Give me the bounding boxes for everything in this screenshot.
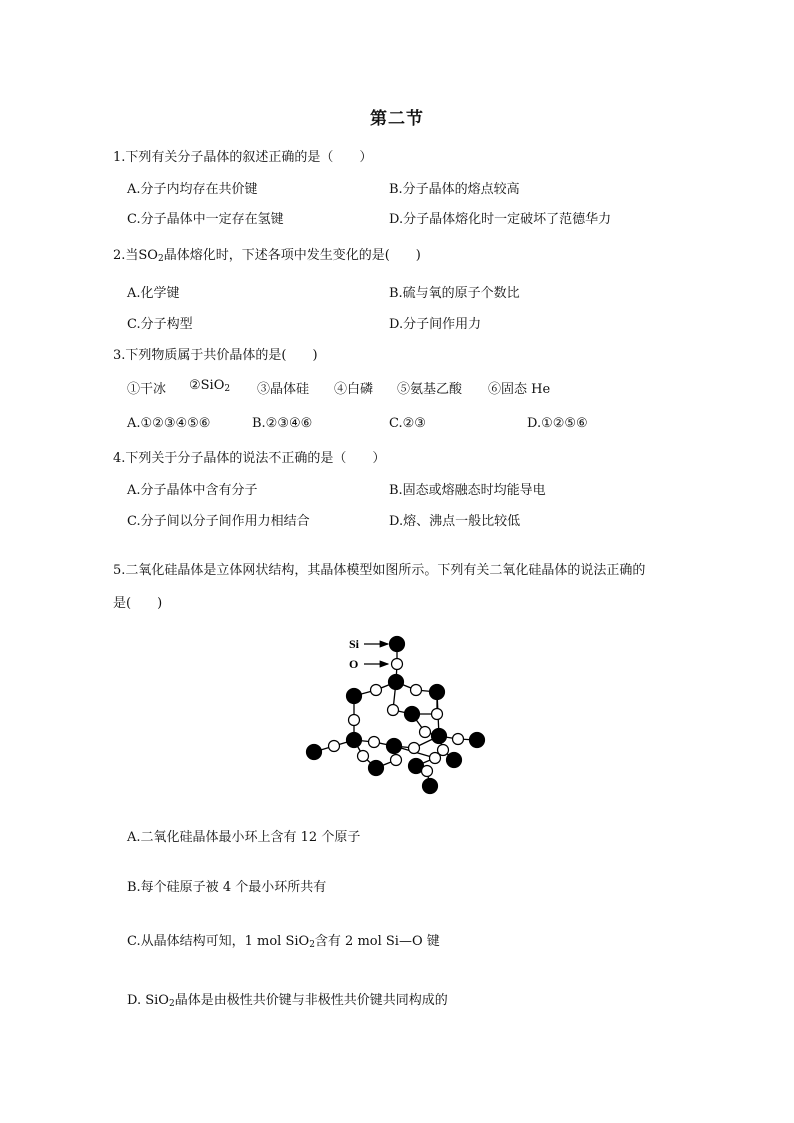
- silicon-atom-s9: [470, 733, 485, 748]
- question-3-option-d: D.①②⑤⑥: [527, 416, 588, 431]
- question-2-stem-sub: 2: [157, 254, 164, 264]
- question-1-option-d: D.分子晶体熔化时一定破坏了范德华力: [389, 212, 612, 227]
- question-3-item-1: ①干冰: [127, 382, 167, 397]
- silicon-atom-s1: [389, 675, 404, 690]
- question-3-item-3: ③晶体硅: [257, 382, 310, 397]
- oxygen-atom-o11: [358, 751, 369, 762]
- silicon-atom-s5: [347, 733, 362, 748]
- question-5-stem-line-1: 5.二氧化硅晶体是立体网状结构，其晶体模型如图所示。下列有关二氧化硅晶体的说法正确的: [113, 563, 646, 578]
- question-1-option-c: C.分子晶体中一定存在氢键: [127, 212, 284, 227]
- question-1-option-b: B.分子晶体的熔点较高: [389, 182, 520, 197]
- question-2-option-a: A.化学键: [127, 286, 180, 301]
- oxygen-atom-o13: [391, 755, 402, 766]
- question-3-item-4: ④白磷: [334, 382, 374, 397]
- question-2-option-b: B.硫与氧的原子个数比: [389, 286, 520, 301]
- oxygen-atom-o7: [329, 741, 340, 752]
- question-3-item-2: [189, 378, 230, 394]
- question-3-item-6: ⑥固态 He: [488, 382, 551, 397]
- question-5-option-c-pre: C.从晶体结构可知，1 mol SiO: [127, 934, 310, 949]
- question-3-item-2-sub: 2: [224, 384, 231, 394]
- question-3-option-c: C.②③: [389, 416, 426, 431]
- question-5-stem-line-2: 是( ): [113, 596, 163, 611]
- question-3-option-a: A.①②③④⑤⑥: [127, 416, 211, 431]
- atoms-group: [307, 637, 485, 794]
- oxygen-atom-o2: [411, 685, 422, 696]
- question-3-item-5: ⑤氨基乙酸: [397, 382, 463, 397]
- page-title: 第二节: [370, 109, 424, 129]
- question-3-option-b: B.②③④⑥: [252, 416, 313, 431]
- question-3-item-2-text: ②SiO: [189, 378, 225, 393]
- oxygen-atom-o1: [371, 685, 382, 696]
- si-label: Si: [349, 637, 360, 651]
- silicon-atom-s3: [430, 685, 445, 700]
- silicon-atom-s2: [347, 689, 362, 704]
- question-5-option-b: B.每个硅原子被 4 个最小环所共有: [127, 880, 327, 895]
- question-4-option-d: D.熔、沸点一般比较低: [389, 514, 521, 529]
- oxygen-atom-o14: [422, 766, 433, 777]
- oxygen-atom-o15: [430, 753, 441, 764]
- silicon-atom-s7: [307, 745, 322, 760]
- oxygen-atom-o3: [349, 715, 360, 726]
- silicon-atom-s10: [369, 761, 384, 776]
- question-5-option-d-pre: D. SiO: [127, 993, 169, 1008]
- question-4-stem: 4.下列关于分子晶体的说法不正确的是（ ）: [113, 451, 386, 466]
- question-5-option-d-post: 晶体是由极性共价键与非极性共价键共同构成的: [174, 993, 448, 1008]
- question-5-option-c-sub: 2: [309, 940, 315, 950]
- question-1-option-a: A.分子内均存在共价键: [127, 182, 258, 197]
- silicon-atom-s4: [405, 707, 420, 722]
- silicon-atom-s12: [447, 753, 462, 768]
- oxygen-atom-o6: [420, 727, 431, 738]
- question-1-stem: 1.下列有关分子晶体的叙述正确的是（ ）: [113, 150, 373, 165]
- oxygen-atom-o0: [392, 659, 403, 670]
- o-label: O: [349, 657, 359, 671]
- question-2-stem-pre: 2.当SO: [113, 248, 158, 263]
- silicon-atom-s0: [390, 637, 405, 652]
- question-2-option-d: D.分子间作用力: [389, 317, 482, 332]
- question-5-option-c: [127, 930, 440, 950]
- question-4-option-b: B.固态或熔融态时均能导电: [389, 483, 546, 498]
- question-2-stem-post: 晶体熔化时，下述各项中发生变化的是( ): [163, 248, 421, 263]
- silicon-atom-s8: [387, 739, 402, 754]
- oxygen-atom-o10: [453, 734, 464, 745]
- question-2-stem: [113, 244, 421, 264]
- question-5-option-d-sub: 2: [168, 999, 175, 1009]
- question-3-stem: 3.下列物质属于共价晶体的是( ): [113, 348, 318, 363]
- oxygen-atom-o8: [369, 737, 380, 748]
- oxygen-atom-o4: [388, 705, 399, 716]
- question-4-option-a: A.分子晶体中含有分子: [127, 483, 258, 498]
- question-2-option-c: C.分子构型: [127, 317, 193, 332]
- oxygen-atom-o5: [432, 709, 443, 720]
- oxygen-atom-o9: [409, 743, 420, 754]
- silicon-atom-s13: [423, 779, 438, 794]
- question-5-option-d: [127, 989, 448, 1009]
- sio2-crystal-svg: [300, 628, 500, 800]
- question-4-option-c: C.分子间以分子间作用力相结合: [127, 514, 310, 529]
- question-5-option-a: A.二氧化硅晶体最小环上含有 12 个原子: [127, 830, 361, 845]
- question-5-option-c-post: 含有 2 mol Si—O 键: [314, 934, 440, 949]
- sio2-crystal-figure: [300, 628, 500, 800]
- silicon-atom-s6: [432, 729, 447, 744]
